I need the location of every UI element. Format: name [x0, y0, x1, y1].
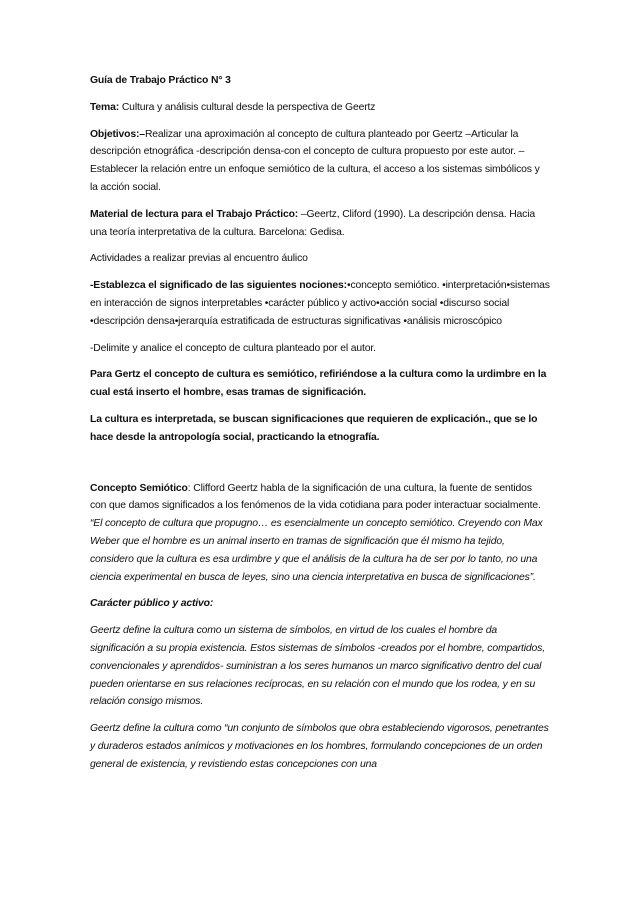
semiotico-quote: “El concepto de cultura que propugno… es esencialmente un concepto semiótico. Creyendo con Max Weber que el hombre es un animal inserto en tramas de significación que él mismo ha tejido, considero que la cultura es esa urdimbre y que el análisis de la cultura ha de ser por lo tanto, no una ciencia experimental en busca de leyes, sino una ciencia interpretativa en busca de significaciones”.	[90, 518, 543, 583]
semiotico-label: Concepto Semiótico	[90, 482, 188, 494]
document-body	[90, 72, 550, 783]
delimite-paragraph: -Delimite y analice el concepto de cultura planteado por el autor.	[90, 342, 376, 354]
tema-paragraph	[90, 99, 550, 117]
semiotico-text: : Clifford Geertz habla de la significación de una cultura, la fuente de sentidos con que damos significados a los fenómenos de la vida cotidiana para poder interactuar socialmente.	[90, 482, 541, 512]
objetivos-text: Realizar una aproximación al concepto de cultura planteado por Geertz –Articular la descripción etnográfica -descripción densa-con el concepto de cultura propuesto por este autor. –Establecer la relación entre un enfoque semiótico de la cultura, el acceso a los sistemas simbólicos y la acción social.	[90, 128, 540, 193]
material-text: –Geertz, Cliford (1990). La descripción densa. Hacia una teoría interpretativa de la cultura. Barcelona: Gedisa.	[90, 208, 536, 238]
caracter-paragraph-1: Geertz define la cultura como un sistema de símbolos, en virtud de los cuales el hombre da significación a su propia existencia. Estos sistemas de símbolos -creados por el hombre, compartidos, convencionales y aprendidos- suministran a los seres humanos un marco significativo dentro del cual pueden orientarse en sus relaciones recíprocas, en su relación con el mundo que los rodea, y en su relación consigo mismos.	[90, 625, 545, 708]
semiotico-paragraph	[90, 480, 550, 587]
caracter-heading: Carácter público y activo:	[90, 598, 214, 610]
objetivos-label: Objetivos:–	[90, 128, 145, 140]
material-paragraph	[90, 206, 550, 242]
nociones-text: •concepto semiótico. •interpretación•sistemas en interacción de signos interpretables •carácter público y activo•acción social •discurso social •descripción densa•jerarquía estratificada de estructuras significativas •análisis microscópico	[90, 280, 550, 327]
tema-label: Tema:	[90, 101, 120, 113]
doc-title: Guía de Trabajo Práctico N° 3	[90, 75, 231, 86]
tema-text: Cultura y análisis cultural desde la perspectiva de Geertz	[119, 101, 376, 113]
caracter-paragraph-2: Geertz define la cultura como “un conjunto de símbolos que obra estableciendo vigorosos, penetrantes y duraderos estados anímicos y motivaciones en los hombres, formulando concepciones de un orden general de existencia, y revistiendo estas concepciones con una	[90, 723, 549, 770]
section-gap	[90, 456, 550, 480]
cultura-paragraph: La cultura es interpretada, se buscan significaciones que requieren de explicación., que se lo hace desde la antropología social, practicando la etnografía.	[90, 413, 538, 443]
nociones-label: -Establezca el significado de las siguientes nociones:	[90, 280, 347, 292]
material-label: Material de lectura para el Trabajo Práctico:	[90, 208, 299, 220]
nociones-paragraph	[90, 277, 550, 330]
gertz-paragraph: Para Gertz el concepto de cultura es semiótico, refiriéndose a la cultura como la urdimbre en la cual está inserto el hombre, esas tramas de significación.	[90, 369, 547, 399]
actividades-heading: Actividades a realizar previas al encuentro áulico	[90, 253, 308, 265]
objetivos-paragraph	[90, 126, 550, 197]
